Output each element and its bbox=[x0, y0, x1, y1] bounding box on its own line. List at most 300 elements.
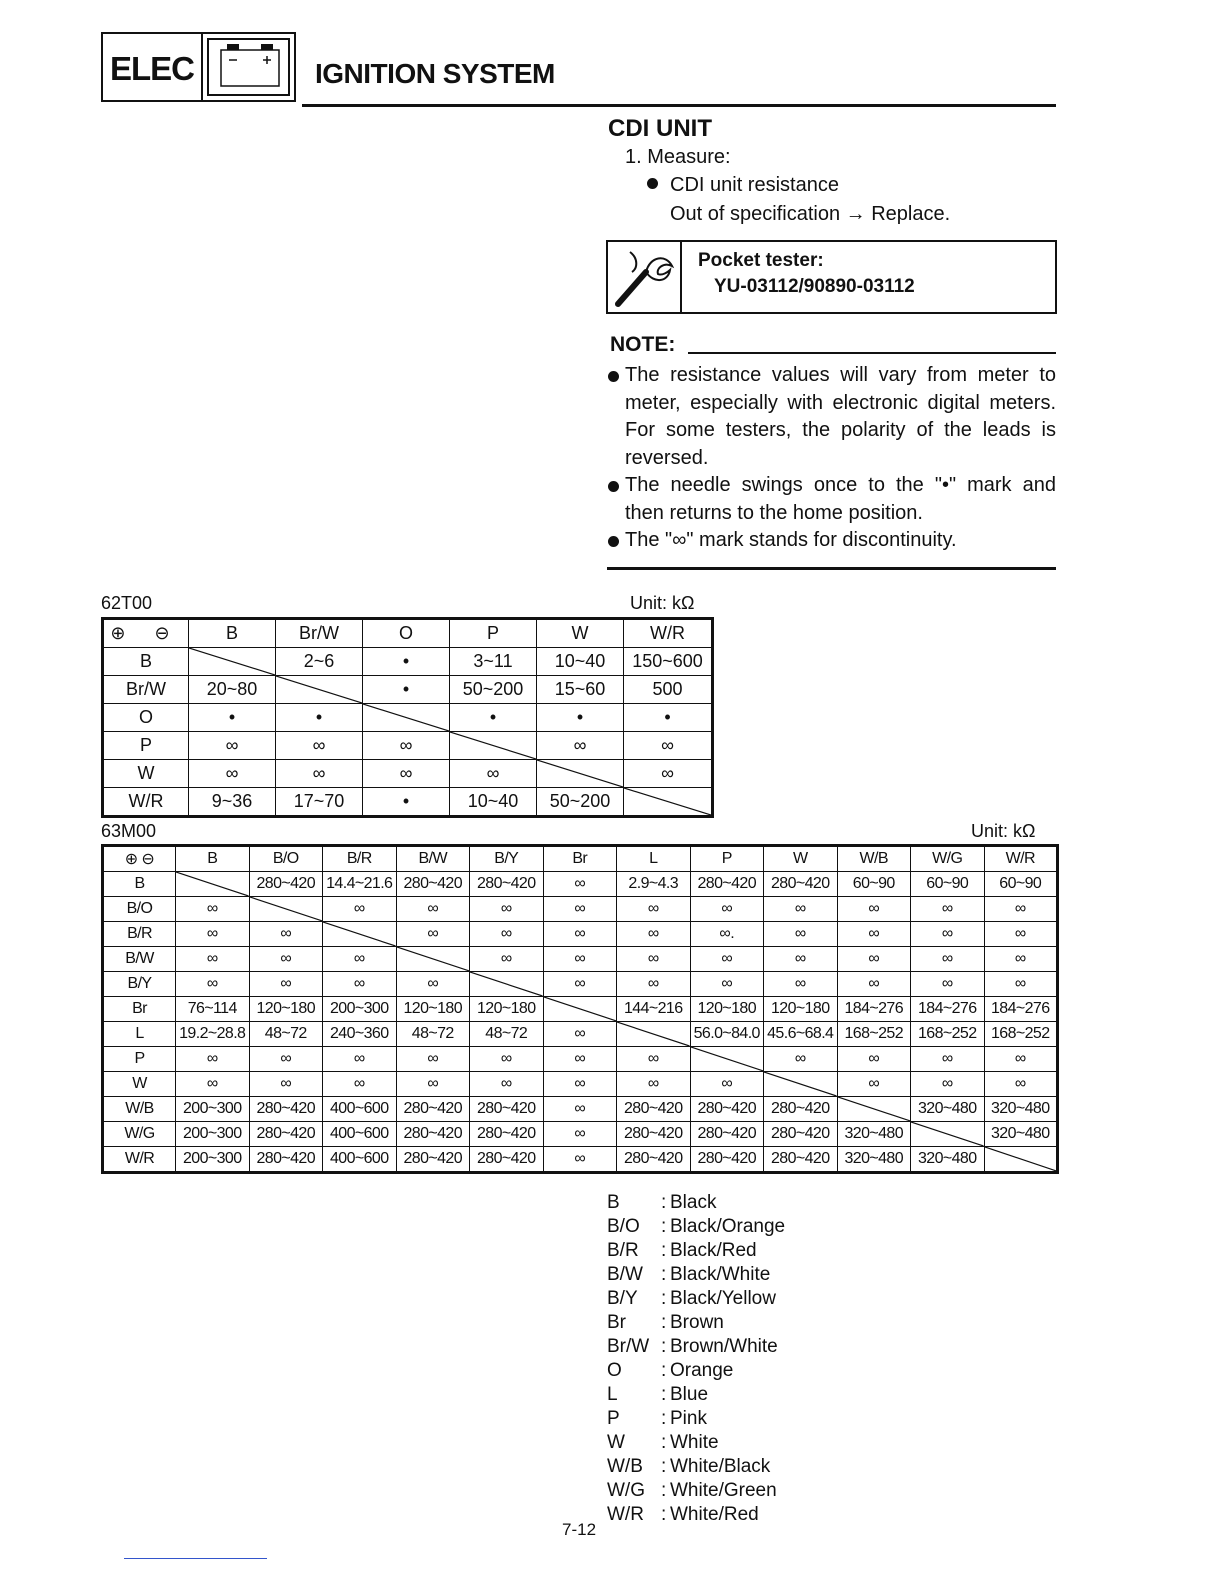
table2-model: 63M00 bbox=[101, 821, 157, 841]
table-cell: 168~252 bbox=[984, 1022, 1058, 1047]
table-row bbox=[103, 1047, 1058, 1072]
table-header-row bbox=[103, 846, 1058, 872]
battery-icon bbox=[207, 38, 290, 96]
diagonal-cell bbox=[837, 1097, 911, 1122]
table-cell: ∞ bbox=[396, 1047, 470, 1072]
column-header: Br/W bbox=[276, 619, 363, 648]
legend-item bbox=[607, 1191, 785, 1215]
legend-separator: : bbox=[661, 1408, 667, 1429]
table-cell: ∞ bbox=[624, 732, 713, 760]
table-cell: 120~180 bbox=[690, 997, 764, 1022]
legend-name: Pink bbox=[670, 1408, 707, 1429]
legend-name: Brown bbox=[670, 1312, 724, 1333]
color-legend bbox=[607, 1191, 785, 1527]
tool-box bbox=[606, 240, 1057, 314]
diagonal-cell bbox=[363, 704, 450, 732]
legend-code: W/B bbox=[607, 1456, 643, 1477]
column-header: P bbox=[690, 846, 764, 872]
row-header: W/G bbox=[103, 1122, 176, 1147]
table-cell: 76~114 bbox=[176, 997, 250, 1022]
table-cell: ∞ bbox=[363, 732, 450, 760]
note-rule bbox=[688, 352, 1056, 354]
table-header-row bbox=[103, 619, 713, 648]
table-cell: ∞ bbox=[543, 1147, 617, 1173]
legend-separator: : bbox=[661, 1480, 667, 1501]
table-cell: ∞ bbox=[690, 947, 764, 972]
table-cell: ∞ bbox=[617, 947, 691, 972]
table-cell: ∞ bbox=[837, 897, 911, 922]
row-header: W bbox=[103, 1072, 176, 1097]
legend-separator: : bbox=[661, 1264, 667, 1285]
diagonal-cell bbox=[176, 872, 250, 897]
table-cell: 200~300 bbox=[176, 1147, 250, 1173]
table-cell: 280~420 bbox=[396, 872, 470, 897]
diagonal-cell bbox=[690, 1047, 764, 1072]
table-cell: 280~420 bbox=[764, 1122, 838, 1147]
diagonal-line bbox=[470, 972, 543, 996]
bullet-item bbox=[647, 174, 839, 197]
table-cell: ∞ bbox=[690, 1072, 764, 1097]
diagonal-cell bbox=[543, 997, 617, 1022]
table-cell: 144~216 bbox=[617, 997, 691, 1022]
diagonal-line bbox=[189, 648, 275, 675]
resistance-table-63m00 bbox=[101, 844, 1059, 1174]
legend-name: White/Green bbox=[670, 1480, 777, 1501]
table-cell: ∞ bbox=[323, 1072, 397, 1097]
table-cell: • bbox=[537, 704, 624, 732]
legend-item bbox=[607, 1407, 785, 1431]
column-header: W/R bbox=[984, 846, 1058, 872]
legend-name: Blue bbox=[670, 1384, 709, 1405]
table-cell: 15~60 bbox=[537, 676, 624, 704]
table-cell: ∞ bbox=[911, 947, 985, 972]
table-cell: ∞ bbox=[396, 922, 470, 947]
section-code: ELEC bbox=[103, 34, 203, 100]
diagonal-cell bbox=[764, 1072, 838, 1097]
table-row bbox=[103, 788, 713, 817]
column-header: W bbox=[537, 619, 624, 648]
diagonal-cell bbox=[470, 972, 544, 997]
table-cell: • bbox=[276, 704, 363, 732]
legend-name: Black/Red bbox=[670, 1240, 757, 1261]
legend-code: B/Y bbox=[607, 1288, 638, 1309]
header-rule bbox=[302, 104, 1056, 107]
legend-separator: : bbox=[661, 1504, 667, 1525]
spec-text: Out of specification → Replace. bbox=[670, 203, 951, 225]
diagonal-cell bbox=[189, 648, 276, 676]
legend-separator: : bbox=[661, 1360, 667, 1381]
table-cell: 19.2~28.8 bbox=[176, 1022, 250, 1047]
table-cell: ∞ bbox=[617, 897, 691, 922]
legend-name: Black/White bbox=[670, 1264, 771, 1285]
table-row bbox=[103, 1022, 1058, 1047]
table-row bbox=[103, 676, 713, 704]
legend-separator: : bbox=[661, 1336, 667, 1357]
page-title: IGNITION SYSTEM bbox=[315, 58, 555, 89]
table-row bbox=[103, 1122, 1058, 1147]
table-cell: 280~420 bbox=[690, 1122, 764, 1147]
diagonal-cell bbox=[537, 760, 624, 788]
table-cell: ∞ bbox=[470, 922, 544, 947]
table-cell: ∞ bbox=[470, 897, 544, 922]
diagonal-line bbox=[250, 897, 323, 921]
table-cell: 280~420 bbox=[617, 1097, 691, 1122]
note-title: NOTE: bbox=[610, 333, 676, 356]
table-cell: ∞ bbox=[617, 922, 691, 947]
row-header: W/R bbox=[103, 788, 189, 817]
note-end-rule bbox=[607, 567, 1056, 570]
column-header: B/O bbox=[249, 846, 323, 872]
legend-separator: : bbox=[661, 1216, 667, 1237]
row-header: B/W bbox=[103, 947, 176, 972]
section-title: CDI UNIT bbox=[608, 115, 712, 142]
column-header: B/Y bbox=[470, 846, 544, 872]
table-cell: 2~6 bbox=[276, 648, 363, 676]
table-row bbox=[103, 997, 1058, 1022]
legend-item bbox=[607, 1431, 785, 1455]
diagonal-line bbox=[176, 872, 249, 896]
legend-name: White bbox=[670, 1432, 719, 1453]
table-cell: ∞ bbox=[911, 972, 985, 997]
table-cell: ∞ bbox=[543, 922, 617, 947]
diagonal-cell bbox=[450, 732, 537, 760]
diagonal-line bbox=[985, 1147, 1057, 1171]
legend-item bbox=[607, 1215, 785, 1239]
diagonal-cell bbox=[323, 922, 397, 947]
row-header: W bbox=[103, 760, 189, 788]
table-cell: 280~420 bbox=[764, 1097, 838, 1122]
table1-model: 62T00 bbox=[101, 593, 153, 613]
diagonal-cell bbox=[911, 1122, 985, 1147]
legend-separator: : bbox=[661, 1432, 667, 1453]
table-cell: ∞ bbox=[543, 872, 617, 897]
table-cell: 400~600 bbox=[323, 1147, 397, 1173]
table-cell: 280~420 bbox=[470, 872, 544, 897]
table-cell: ∞ bbox=[764, 947, 838, 972]
legend-item bbox=[607, 1311, 785, 1335]
column-header: B/R bbox=[323, 846, 397, 872]
row-header: L bbox=[103, 1022, 176, 1047]
table-cell: ∞ bbox=[984, 1047, 1058, 1072]
legend-code: B/O bbox=[607, 1216, 640, 1237]
table-cell: ∞ bbox=[543, 1122, 617, 1147]
table-cell: ∞ bbox=[249, 1072, 323, 1097]
table-row bbox=[103, 897, 1058, 922]
table-cell: 3~11 bbox=[450, 648, 537, 676]
diagonal-line bbox=[691, 1047, 764, 1071]
row-header: W/B bbox=[103, 1097, 176, 1122]
legend-item bbox=[607, 1287, 785, 1311]
table-cell: 200~300 bbox=[176, 1097, 250, 1122]
table-row bbox=[103, 922, 1058, 947]
table1-unit: Unit: kΩ bbox=[630, 593, 695, 613]
table-cell: 60~90 bbox=[837, 872, 911, 897]
table-cell: ∞ bbox=[984, 1072, 1058, 1097]
table-cell: 320~480 bbox=[837, 1122, 911, 1147]
table-cell: 320~480 bbox=[837, 1147, 911, 1173]
table-cell: 168~252 bbox=[911, 1022, 985, 1047]
note-item: The needle swings once to the "•" mark and then returns to the home position. bbox=[607, 472, 1056, 527]
column-header: W/B bbox=[837, 846, 911, 872]
table-cell: ∞ bbox=[323, 1047, 397, 1072]
table-cell: ∞ bbox=[984, 972, 1058, 997]
polarity-header: ⊕ ⊖ bbox=[103, 846, 176, 872]
table-cell: ∞ bbox=[690, 972, 764, 997]
table-cell: 280~420 bbox=[396, 1122, 470, 1147]
table-cell: ∞ bbox=[176, 972, 250, 997]
diagonal-line bbox=[397, 947, 470, 971]
table-cell: ∞ bbox=[617, 972, 691, 997]
diagonal-line bbox=[276, 676, 362, 703]
table-row bbox=[103, 947, 1058, 972]
table-cell: ∞ bbox=[764, 972, 838, 997]
table-cell: ∞ bbox=[470, 1072, 544, 1097]
row-header: Br/W bbox=[103, 676, 189, 704]
table-row bbox=[103, 760, 713, 788]
footer-line bbox=[124, 1558, 267, 1559]
table-cell: 280~420 bbox=[617, 1147, 691, 1173]
table-cell: ∞ bbox=[396, 1072, 470, 1097]
table-cell: 280~420 bbox=[764, 872, 838, 897]
table-cell: 20~80 bbox=[189, 676, 276, 704]
table-cell: ∞ bbox=[624, 760, 713, 788]
table-cell: ∞ bbox=[543, 947, 617, 972]
column-header: L bbox=[617, 846, 691, 872]
table-cell: 400~600 bbox=[323, 1097, 397, 1122]
column-header: O bbox=[363, 619, 450, 648]
table-cell: ∞ bbox=[617, 1047, 691, 1072]
tool-code: YU-03112/90890-03112 bbox=[714, 276, 915, 297]
table-cell: ∞ bbox=[450, 760, 537, 788]
table-cell: 50~200 bbox=[537, 788, 624, 817]
table-cell: 280~420 bbox=[396, 1097, 470, 1122]
table-cell: ∞ bbox=[764, 1047, 838, 1072]
row-header: B/R bbox=[103, 922, 176, 947]
table-cell: 320~480 bbox=[984, 1122, 1058, 1147]
table-cell: 184~276 bbox=[984, 997, 1058, 1022]
bullet-text: CDI unit resistance bbox=[670, 174, 839, 196]
table-cell: ∞ bbox=[189, 760, 276, 788]
diagonal-cell bbox=[617, 1022, 691, 1047]
diagonal-line bbox=[624, 788, 711, 815]
table-cell: 280~420 bbox=[249, 872, 323, 897]
note-item: The resistance values will vary from meter to meter, especially with electronic digital meters. For some testers, the polarity of the leads is reversed. bbox=[607, 362, 1056, 472]
diagonal-cell bbox=[249, 897, 323, 922]
table-cell: ∞ bbox=[323, 947, 397, 972]
table-row bbox=[103, 1147, 1058, 1173]
row-header: O bbox=[103, 704, 189, 732]
table-cell: 45.6~68.4 bbox=[764, 1022, 838, 1047]
row-header: B bbox=[103, 872, 176, 897]
table-cell: 17~70 bbox=[276, 788, 363, 817]
table-cell: ∞ bbox=[543, 1072, 617, 1097]
table-cell: 320~480 bbox=[911, 1097, 985, 1122]
table-cell: 14.4~21.6 bbox=[323, 872, 397, 897]
table-row bbox=[103, 972, 1058, 997]
legend-code: W/R bbox=[607, 1504, 644, 1525]
table-cell: ∞ bbox=[543, 1047, 617, 1072]
table-cell: 280~420 bbox=[396, 1147, 470, 1173]
diagonal-cell bbox=[624, 788, 713, 817]
legend-item bbox=[607, 1359, 785, 1383]
table-cell: 320~480 bbox=[984, 1097, 1058, 1122]
table-cell: ∞ bbox=[690, 897, 764, 922]
table-cell: ∞ bbox=[543, 1022, 617, 1047]
legend-item bbox=[607, 1239, 785, 1263]
table-cell: 56.0~84.0 bbox=[690, 1022, 764, 1047]
row-header: W/R bbox=[103, 1147, 176, 1173]
table-cell: ∞ bbox=[543, 972, 617, 997]
table-cell: • bbox=[363, 648, 450, 676]
table-cell: • bbox=[624, 704, 713, 732]
table-cell: ∞ bbox=[249, 1047, 323, 1072]
legend-item bbox=[607, 1479, 785, 1503]
table-cell: 320~480 bbox=[911, 1147, 985, 1173]
table-cell: ∞ bbox=[764, 922, 838, 947]
table-cell: 500 bbox=[624, 676, 713, 704]
table-cell: 280~420 bbox=[690, 1097, 764, 1122]
resistance-table-62t00 bbox=[101, 617, 714, 818]
table-cell: 168~252 bbox=[837, 1022, 911, 1047]
row-header: B/Y bbox=[103, 972, 176, 997]
table-cell: ∞ bbox=[323, 897, 397, 922]
table-cell: ∞ bbox=[911, 1072, 985, 1097]
table-cell: ∞ bbox=[396, 897, 470, 922]
table-cell: 184~276 bbox=[911, 997, 985, 1022]
diagonal-line bbox=[450, 732, 536, 759]
table-cell: 48~72 bbox=[470, 1022, 544, 1047]
legend-separator: : bbox=[661, 1456, 667, 1477]
table-cell: ∞ bbox=[837, 1072, 911, 1097]
table-cell: ∞ bbox=[276, 760, 363, 788]
table-cell: 280~420 bbox=[249, 1097, 323, 1122]
table-cell: ∞. bbox=[690, 922, 764, 947]
legend-code: B bbox=[607, 1192, 620, 1213]
diagonal-line bbox=[911, 1122, 984, 1146]
table-cell: 200~300 bbox=[176, 1122, 250, 1147]
table-cell: ∞ bbox=[543, 897, 617, 922]
column-header: B/W bbox=[396, 846, 470, 872]
table-cell: 280~420 bbox=[470, 1147, 544, 1173]
table-cell: 280~420 bbox=[764, 1147, 838, 1173]
table-cell: • bbox=[363, 788, 450, 817]
row-header: B/O bbox=[103, 897, 176, 922]
column-header: B bbox=[189, 619, 276, 648]
table-cell: 200~300 bbox=[323, 997, 397, 1022]
table-cell: 10~40 bbox=[537, 648, 624, 676]
legend-code: W bbox=[607, 1432, 625, 1453]
legend-code: B/W bbox=[607, 1264, 643, 1285]
table-cell: ∞ bbox=[249, 947, 323, 972]
table-cell: 60~90 bbox=[984, 872, 1058, 897]
diagonal-line bbox=[764, 1072, 837, 1096]
table-cell: ∞ bbox=[176, 922, 250, 947]
section-badge bbox=[101, 32, 296, 102]
row-header: P bbox=[103, 1047, 176, 1072]
tester-tool-icon bbox=[608, 242, 682, 312]
table-cell: ∞ bbox=[323, 972, 397, 997]
diagonal-line bbox=[838, 1097, 911, 1121]
table-cell: ∞ bbox=[276, 732, 363, 760]
table-cell: 2.9~4.3 bbox=[617, 872, 691, 897]
table-cell: ∞ bbox=[176, 1072, 250, 1097]
diagonal-line bbox=[544, 997, 617, 1021]
table-cell: ∞ bbox=[176, 897, 250, 922]
table-cell: 60~90 bbox=[911, 872, 985, 897]
column-header: Br bbox=[543, 846, 617, 872]
legend-code: P bbox=[607, 1408, 620, 1429]
table-cell: ∞ bbox=[249, 922, 323, 947]
tool-label: Pocket tester: bbox=[698, 250, 824, 271]
table-cell: 280~420 bbox=[470, 1097, 544, 1122]
table-cell: 184~276 bbox=[837, 997, 911, 1022]
diagonal-line bbox=[537, 760, 623, 787]
table-cell: ∞ bbox=[249, 972, 323, 997]
legend-separator: : bbox=[661, 1384, 667, 1405]
polarity-header: ⊕ ⊖ bbox=[103, 619, 189, 648]
table-cell: ∞ bbox=[984, 947, 1058, 972]
table-cell: ∞ bbox=[617, 1072, 691, 1097]
page-number: 7-12 bbox=[562, 1520, 597, 1539]
legend-separator: : bbox=[661, 1312, 667, 1333]
table-cell: ∞ bbox=[176, 1047, 250, 1072]
column-header: W/G bbox=[911, 846, 985, 872]
legend-item bbox=[607, 1503, 785, 1527]
diagonal-line bbox=[617, 1022, 690, 1046]
table-cell: 240~360 bbox=[323, 1022, 397, 1047]
table-cell: ∞ bbox=[764, 897, 838, 922]
legend-code: W/G bbox=[607, 1480, 645, 1501]
legend-name: White/Black bbox=[670, 1456, 771, 1477]
legend-item bbox=[607, 1335, 785, 1359]
legend-name: Black bbox=[670, 1192, 717, 1213]
legend-code: O bbox=[607, 1360, 622, 1381]
legend-code: Br bbox=[607, 1312, 626, 1333]
table-cell: 280~420 bbox=[690, 1147, 764, 1173]
column-header: B bbox=[176, 846, 250, 872]
table-cell: • bbox=[189, 704, 276, 732]
table-row bbox=[103, 648, 713, 676]
table-cell: 280~420 bbox=[470, 1122, 544, 1147]
legend-item bbox=[607, 1383, 785, 1407]
diagonal-cell bbox=[396, 947, 470, 972]
table-cell: ∞ bbox=[837, 947, 911, 972]
table-cell: ∞ bbox=[470, 1047, 544, 1072]
diagonal-line bbox=[323, 922, 396, 946]
legend-separator: : bbox=[661, 1192, 667, 1213]
column-header: W bbox=[764, 846, 838, 872]
table-cell: ∞ bbox=[911, 897, 985, 922]
legend-name: White/Red bbox=[670, 1504, 759, 1525]
diagonal-cell bbox=[984, 1147, 1058, 1173]
table-cell: • bbox=[450, 704, 537, 732]
legend-code: L bbox=[607, 1384, 618, 1405]
legend-code: Br/W bbox=[607, 1336, 650, 1357]
table-cell: 280~420 bbox=[249, 1147, 323, 1173]
table-cell: 120~180 bbox=[764, 997, 838, 1022]
table-cell: ∞ bbox=[837, 972, 911, 997]
legend-item bbox=[607, 1455, 785, 1479]
table-cell: 120~180 bbox=[470, 997, 544, 1022]
table-cell: ∞ bbox=[837, 922, 911, 947]
table-cell: • bbox=[363, 676, 450, 704]
table-row bbox=[103, 1097, 1058, 1122]
table-row bbox=[103, 704, 713, 732]
table-cell: ∞ bbox=[543, 1097, 617, 1122]
table-cell: 120~180 bbox=[396, 997, 470, 1022]
table-cell: ∞ bbox=[911, 1047, 985, 1072]
table-cell: 9~36 bbox=[189, 788, 276, 817]
